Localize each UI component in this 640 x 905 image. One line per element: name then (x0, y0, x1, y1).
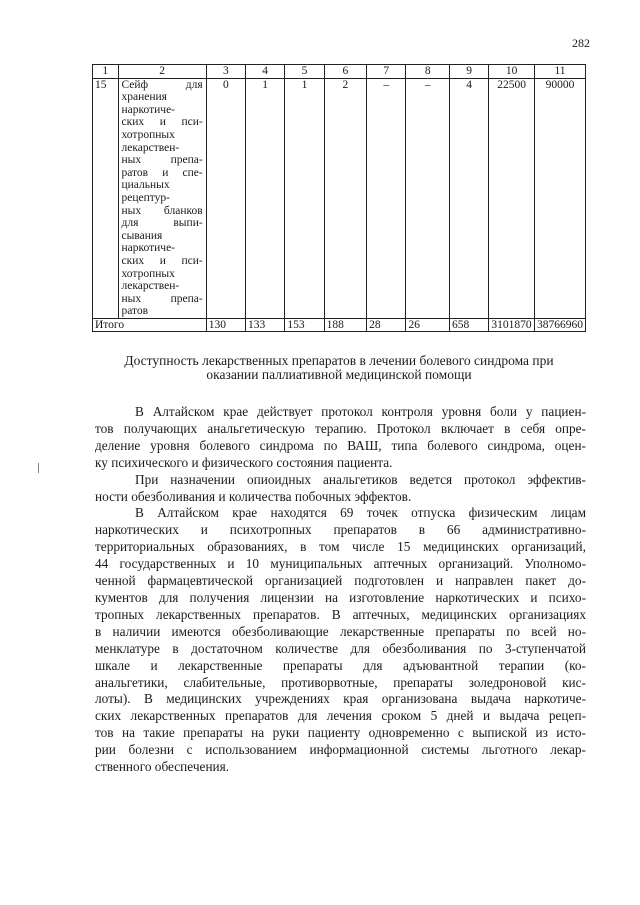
total-value-cell: 130 (206, 318, 245, 332)
total-value-cell: 3101870 (489, 318, 535, 332)
header-cell: 10 (489, 65, 535, 79)
margin-mark (38, 463, 39, 473)
header-cell: 2 (118, 65, 206, 79)
description-line: хотропных (121, 267, 175, 280)
description-line: хранения (121, 91, 167, 104)
table-row (93, 78, 586, 318)
value-cell: 1 (246, 78, 285, 318)
header-cell: 7 (367, 65, 406, 79)
description-line: циальных (121, 179, 170, 192)
total-label-cell: Итого (93, 318, 207, 332)
paragraph-line: ченной фармацевтической организацией подготовлен и направлен пакет до- (95, 573, 586, 589)
paragraph-line: шкале и лекарственные препараты для адъювантной терапии (ко- (95, 657, 586, 673)
paragraph-line: ку психического и физического состояния пациента. (95, 454, 393, 470)
description-line: лекарствен- (121, 280, 180, 293)
paragraph (95, 404, 586, 472)
value-cell: 4 (450, 78, 489, 318)
value-cell: 1 (285, 78, 324, 318)
value-cell: 22500 (489, 78, 535, 318)
total-value-cell: 658 (450, 318, 489, 332)
description-line: рецептур- (121, 191, 170, 204)
section-title-line: Доступность лекарственных препаратов в лечении болевого синдрома при (124, 353, 554, 368)
description-line: ратов (121, 305, 149, 318)
description-line: ских и пси- (121, 116, 203, 129)
value-cell: – (406, 78, 450, 318)
paragraph-line: менклатуре в достаточном количестве для обезболивания по 3-ступенчатой (95, 640, 586, 656)
header-cell: 8 (406, 65, 450, 79)
paragraph (95, 505, 586, 776)
paragraph-line: В Алтайском крае действует протокол контроля уровня боли у пациен- (135, 404, 586, 419)
description-line: ных бланков (121, 204, 203, 217)
page-number: 282 (572, 36, 590, 50)
section-title-line: оказании паллиативной медицинской помощи (206, 367, 472, 382)
paragraph-line: ских лекарственных препаратов для лечения сроком 5 дней и выдача рецеп- (95, 708, 586, 724)
total-value-cell: 153 (285, 318, 324, 332)
header-cell: 9 (450, 65, 489, 79)
description-line: ратов и спе- (121, 166, 203, 179)
table-header-row (93, 65, 586, 79)
header-cell: 6 (324, 65, 367, 79)
paragraph (95, 472, 586, 506)
paragraph-line: ственного обеспечения. (95, 759, 230, 775)
value-cell: 2 (324, 78, 367, 318)
header-cell: 3 (206, 65, 245, 79)
value-cell: 90000 (535, 78, 586, 318)
total-value-cell: 28 (367, 318, 406, 332)
value-cell: 0 (206, 78, 245, 318)
table-total-row (93, 318, 586, 332)
paragraph-line: тов получающих анальгетическую терапию. Протокол включает в себя опре- (95, 420, 586, 436)
paragraph-line: анальгетики, слабительные, противорвотные, препараты золедроновой кис- (95, 674, 586, 690)
paragraph-line: кументов для получения лицензии на изготовление наркотических и психо- (95, 589, 586, 605)
paragraph-line: тропных лекарственных препаратов. В аптечных, медицинских организациях (95, 606, 586, 622)
paragraph-line: ности обезболивания и количества побочных эффектов. (95, 488, 412, 504)
total-value-cell: 26 (406, 318, 450, 332)
paragraph-line: в наличии имеются обезболивающие лекарственные препараты по всей но- (95, 623, 586, 639)
paragraph-line: 44 государственных и 10 муниципальных аптечных организаций. Уполномо- (95, 556, 586, 572)
description-line: лекарствен- (121, 141, 180, 154)
description-line: наркотиче- (121, 103, 176, 116)
row-description-cell (118, 78, 206, 318)
description-line: для выпи- (121, 217, 203, 230)
paragraph-line: тов на такие препараты на руки пациенту одновременно с выпиской из исто- (95, 725, 586, 741)
paragraph-line: При назначении опиоидных анальгетиков ведется протокол эффектив- (135, 471, 586, 487)
paragraph-line: наркотических и психотропных препаратов в 66 административно- (95, 522, 586, 538)
total-value-cell: 38766960 (535, 318, 586, 332)
section-title (92, 354, 586, 382)
header-cell: 11 (535, 65, 586, 79)
row-number-cell: 15 (93, 78, 119, 318)
paragraph-line: деление уровня болевого синдрома по ВАШ, типа болевого синдрома, оцен- (95, 437, 586, 453)
value-cell: – (367, 78, 406, 318)
total-value-cell: 188 (324, 318, 367, 332)
description-line: сывания (121, 229, 163, 242)
description-line: ных препа- (121, 154, 203, 167)
description-line: Сейф для (121, 78, 203, 91)
data-table (92, 64, 586, 332)
paragraph-line: лоты). В медицинских учреждениях края организована выдача наркотиче- (95, 691, 586, 707)
description-line: ских и пси- (121, 254, 203, 267)
paragraph-line: территориальных образованиях, в том числе 15 медицинских организаций, (95, 539, 586, 555)
header-cell: 1 (93, 65, 119, 79)
header-cell: 4 (246, 65, 285, 79)
paragraph-line: рии болезни с использованием информационной системы льготного лекар- (95, 742, 586, 758)
body-text (95, 404, 586, 776)
description-line: наркотиче- (121, 242, 176, 255)
paragraph-line: В Алтайском крае находятся 69 точек отпуска физическим лицам (135, 505, 586, 521)
total-value-cell: 133 (246, 318, 285, 332)
description-line: хотропных (121, 128, 175, 141)
description-line: ных препа- (121, 292, 203, 305)
header-cell: 5 (285, 65, 324, 79)
